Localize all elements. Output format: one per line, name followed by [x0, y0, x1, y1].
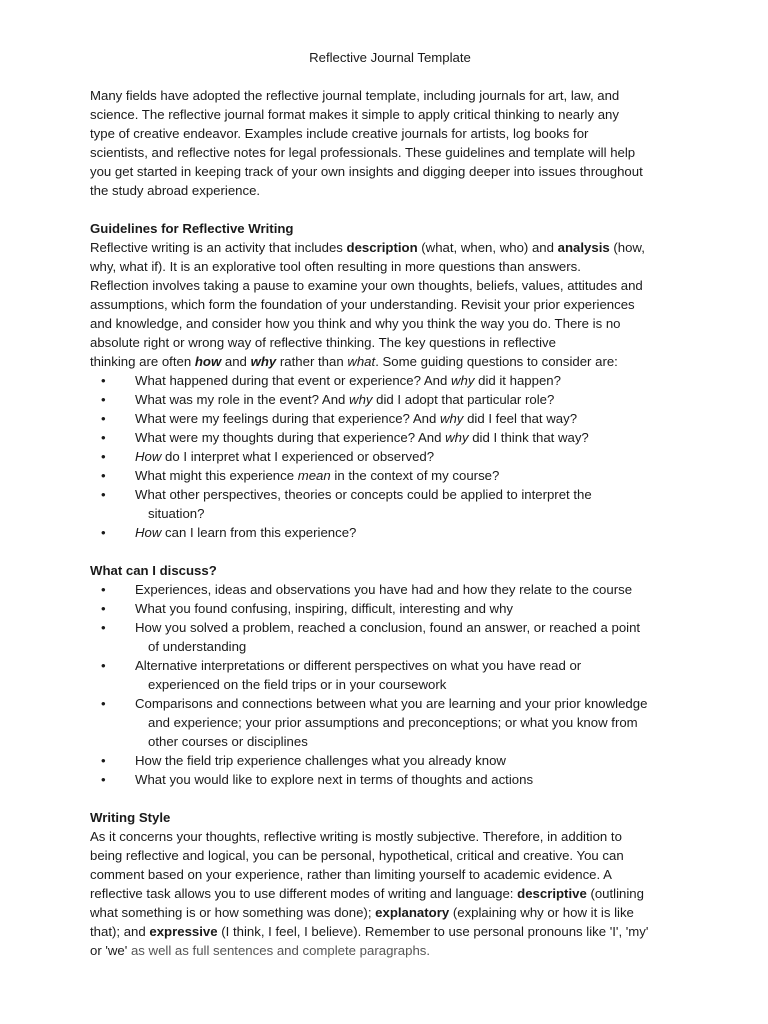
- italic-term: what: [347, 354, 376, 369]
- style-line: comment based on your experience, rather than limiting yourself to academic evidence. A: [90, 867, 612, 882]
- text-run: What was my role in the event? And: [135, 392, 350, 407]
- guidelines-section: [90, 219, 690, 542]
- bold-term: expressive: [149, 924, 218, 939]
- text-run: Reflective writing is an activity that includes: [90, 240, 347, 255]
- guidelines-line: [90, 352, 690, 371]
- text-run: do I interpret what I experienced or observed?: [161, 449, 435, 464]
- text-run: in the context of my course?: [330, 468, 500, 483]
- text-run: (how,: [609, 240, 645, 255]
- list-item: [90, 618, 690, 656]
- list-item: [90, 523, 690, 542]
- bold-term: explanatory: [375, 905, 450, 920]
- text-run: did I think that way?: [468, 430, 589, 445]
- list-item: [90, 428, 690, 447]
- bold-term: analysis: [557, 240, 610, 255]
- text-run: . Some guiding questions to consider are:: [375, 354, 618, 369]
- discuss-heading: What can I discuss?: [90, 563, 217, 578]
- guidelines-line: Reflection involves taking a pause to examine your own thoughts, beliefs, values, attitudes and: [90, 278, 643, 293]
- bullet-icon: •: [101, 373, 106, 388]
- italic-term: why: [349, 392, 373, 407]
- bold-italic-term: why: [250, 354, 277, 369]
- text-run: and: [221, 354, 251, 369]
- bullet-icon: •: [101, 658, 106, 673]
- text-run: or 'we': [90, 943, 128, 958]
- intro-line: science. The reflective journal format makes it simple to apply critical thinking to nearly any: [90, 107, 619, 122]
- guidelines-line: [90, 238, 690, 257]
- italic-term: why: [439, 411, 464, 426]
- list-item: [90, 580, 690, 599]
- bullet-icon: •: [101, 620, 106, 635]
- text-run: (outlining: [586, 886, 644, 901]
- bullet-icon: •: [101, 753, 106, 768]
- style-line: being reflective and logical, you can be personal, hypothetical, critical and creative. You can: [90, 848, 624, 863]
- style-line: [90, 941, 690, 960]
- text-run: What other perspectives, theories or concepts could be applied to interpret the: [135, 487, 592, 502]
- italic-term: mean: [297, 468, 331, 483]
- discuss-section: [90, 561, 690, 789]
- text-run: Alternative interpretations or different perspectives on what you have read or: [135, 658, 582, 673]
- bold-term: descriptive: [517, 886, 587, 901]
- discuss-list: [90, 580, 690, 789]
- style-line: [90, 903, 690, 922]
- guidelines-line: why, what if). It is an explorative tool often resulting in more questions than answers.: [90, 259, 581, 274]
- list-item: [90, 656, 690, 694]
- text-run: What happened during that event or experience? And: [135, 373, 451, 388]
- text-continuation: other courses or disciplines: [148, 734, 308, 749]
- intro-paragraph: [90, 86, 690, 200]
- text-run: did I adopt that particular role?: [372, 392, 555, 407]
- text-run: What might this experience: [135, 468, 298, 483]
- style-line: [90, 922, 690, 941]
- list-item: [90, 409, 690, 428]
- style-line: [90, 884, 690, 903]
- text-run: Experiences, ideas and observations you have had and how they relate to the course: [135, 582, 633, 597]
- italic-term: why: [451, 373, 475, 388]
- text-continuation: experienced on the field trips or in your coursework: [148, 677, 447, 692]
- text-run: What you would like to explore next in terms of thoughts and actions: [135, 772, 534, 787]
- bullet-icon: •: [101, 601, 106, 616]
- spacer: [90, 789, 690, 808]
- intro-line: you get started in keeping track of your own insights and digging deeper into issues throughout: [90, 164, 643, 179]
- italic-term: why: [445, 430, 469, 445]
- text-run: How the field trip experience challenges what you already know: [135, 753, 506, 768]
- intro-line: the study abroad experience.: [90, 183, 261, 198]
- text-run: (what, when, who) and: [417, 240, 558, 255]
- intro-line: Many fields have adopted the reflective journal template, including journals for art, law, and: [90, 88, 620, 103]
- style-line: As it concerns your thoughts, reflective writing is mostly subjective. Therefore, in addition to: [90, 829, 622, 844]
- italic-term: How: [135, 449, 162, 464]
- italic-term: How: [135, 525, 162, 540]
- list-item: [90, 390, 690, 409]
- bullet-icon: •: [101, 582, 106, 597]
- text-continuation: situation?: [148, 506, 205, 521]
- text-run: what something is or how something was done);: [90, 905, 376, 920]
- bullet-icon: •: [101, 525, 106, 540]
- text-run: What were my thoughts during that experience? And: [135, 430, 446, 445]
- document-page: [90, 48, 690, 960]
- spacer: [90, 542, 690, 561]
- text-run: thinking are often: [90, 354, 195, 369]
- list-item: [90, 466, 690, 485]
- list-item: [90, 599, 690, 618]
- bullet-icon: •: [101, 411, 106, 426]
- bullet-icon: •: [101, 696, 106, 711]
- text-run-faded: as well as full sentences and complete paragraphs.: [127, 943, 431, 958]
- text-run: that); and: [90, 924, 150, 939]
- text-run: What were my feelings during that experience? And: [135, 411, 440, 426]
- guidelines-line: and knowledge, and consider how you think and why you think the way you do. There is no: [90, 316, 621, 331]
- bullet-icon: •: [101, 392, 106, 407]
- list-item: [90, 694, 690, 751]
- guidelines-line: absolute right or wrong way of reflective thinking. The key questions in reflective: [90, 335, 556, 350]
- bullet-icon: •: [101, 772, 106, 787]
- guidelines-heading: Guidelines for Reflective Writing: [90, 221, 294, 236]
- intro-line: type of creative endeavor. Examples include creative journals for artists, log books for: [90, 126, 589, 141]
- bullet-icon: •: [101, 449, 106, 464]
- writing-style-section: [90, 808, 690, 960]
- text-run: did it happen?: [474, 373, 561, 388]
- spacer: [90, 200, 690, 219]
- document-title: Reflective Journal Template: [309, 50, 471, 65]
- list-item: [90, 371, 690, 390]
- guiding-questions-list: [90, 371, 690, 542]
- bullet-icon: •: [101, 487, 106, 502]
- text-run: Comparisons and connections between what you are learning and your prior knowledge: [135, 696, 648, 711]
- list-item: [90, 770, 690, 789]
- list-item: [90, 751, 690, 770]
- writing-style-heading: Writing Style: [90, 810, 171, 825]
- intro-line: scientists, and reflective notes for legal professionals. These guidelines and template will help: [90, 145, 636, 160]
- text-run: can I learn from this experience?: [161, 525, 357, 540]
- guidelines-line: assumptions, which form the foundation of your understanding. Revisit your prior experiences: [90, 297, 635, 312]
- text-continuation: of understanding: [148, 639, 247, 654]
- text-run: did I feel that way?: [463, 411, 578, 426]
- bold-italic-term: how: [194, 354, 222, 369]
- bullet-icon: •: [101, 430, 106, 445]
- text-run: How you solved a problem, reached a conclusion, found an answer, or reached a point: [135, 620, 641, 635]
- text-run: What you found confusing, inspiring, difficult, interesting and why: [135, 601, 514, 616]
- list-item: [90, 447, 690, 466]
- text-run: rather than: [276, 354, 348, 369]
- text-continuation: and experience; your prior assumptions and preconceptions; or what you know from: [148, 715, 638, 730]
- bullet-icon: •: [101, 468, 106, 483]
- text-run: (I think, I feel, I believe). Remember to use personal pronouns like 'I', 'my': [217, 924, 649, 939]
- bold-term: description: [346, 240, 418, 255]
- list-item: [90, 485, 690, 523]
- text-run: (explaining why or how it is like: [449, 905, 634, 920]
- text-run: reflective task allows you to use different modes of writing and language:: [90, 886, 518, 901]
